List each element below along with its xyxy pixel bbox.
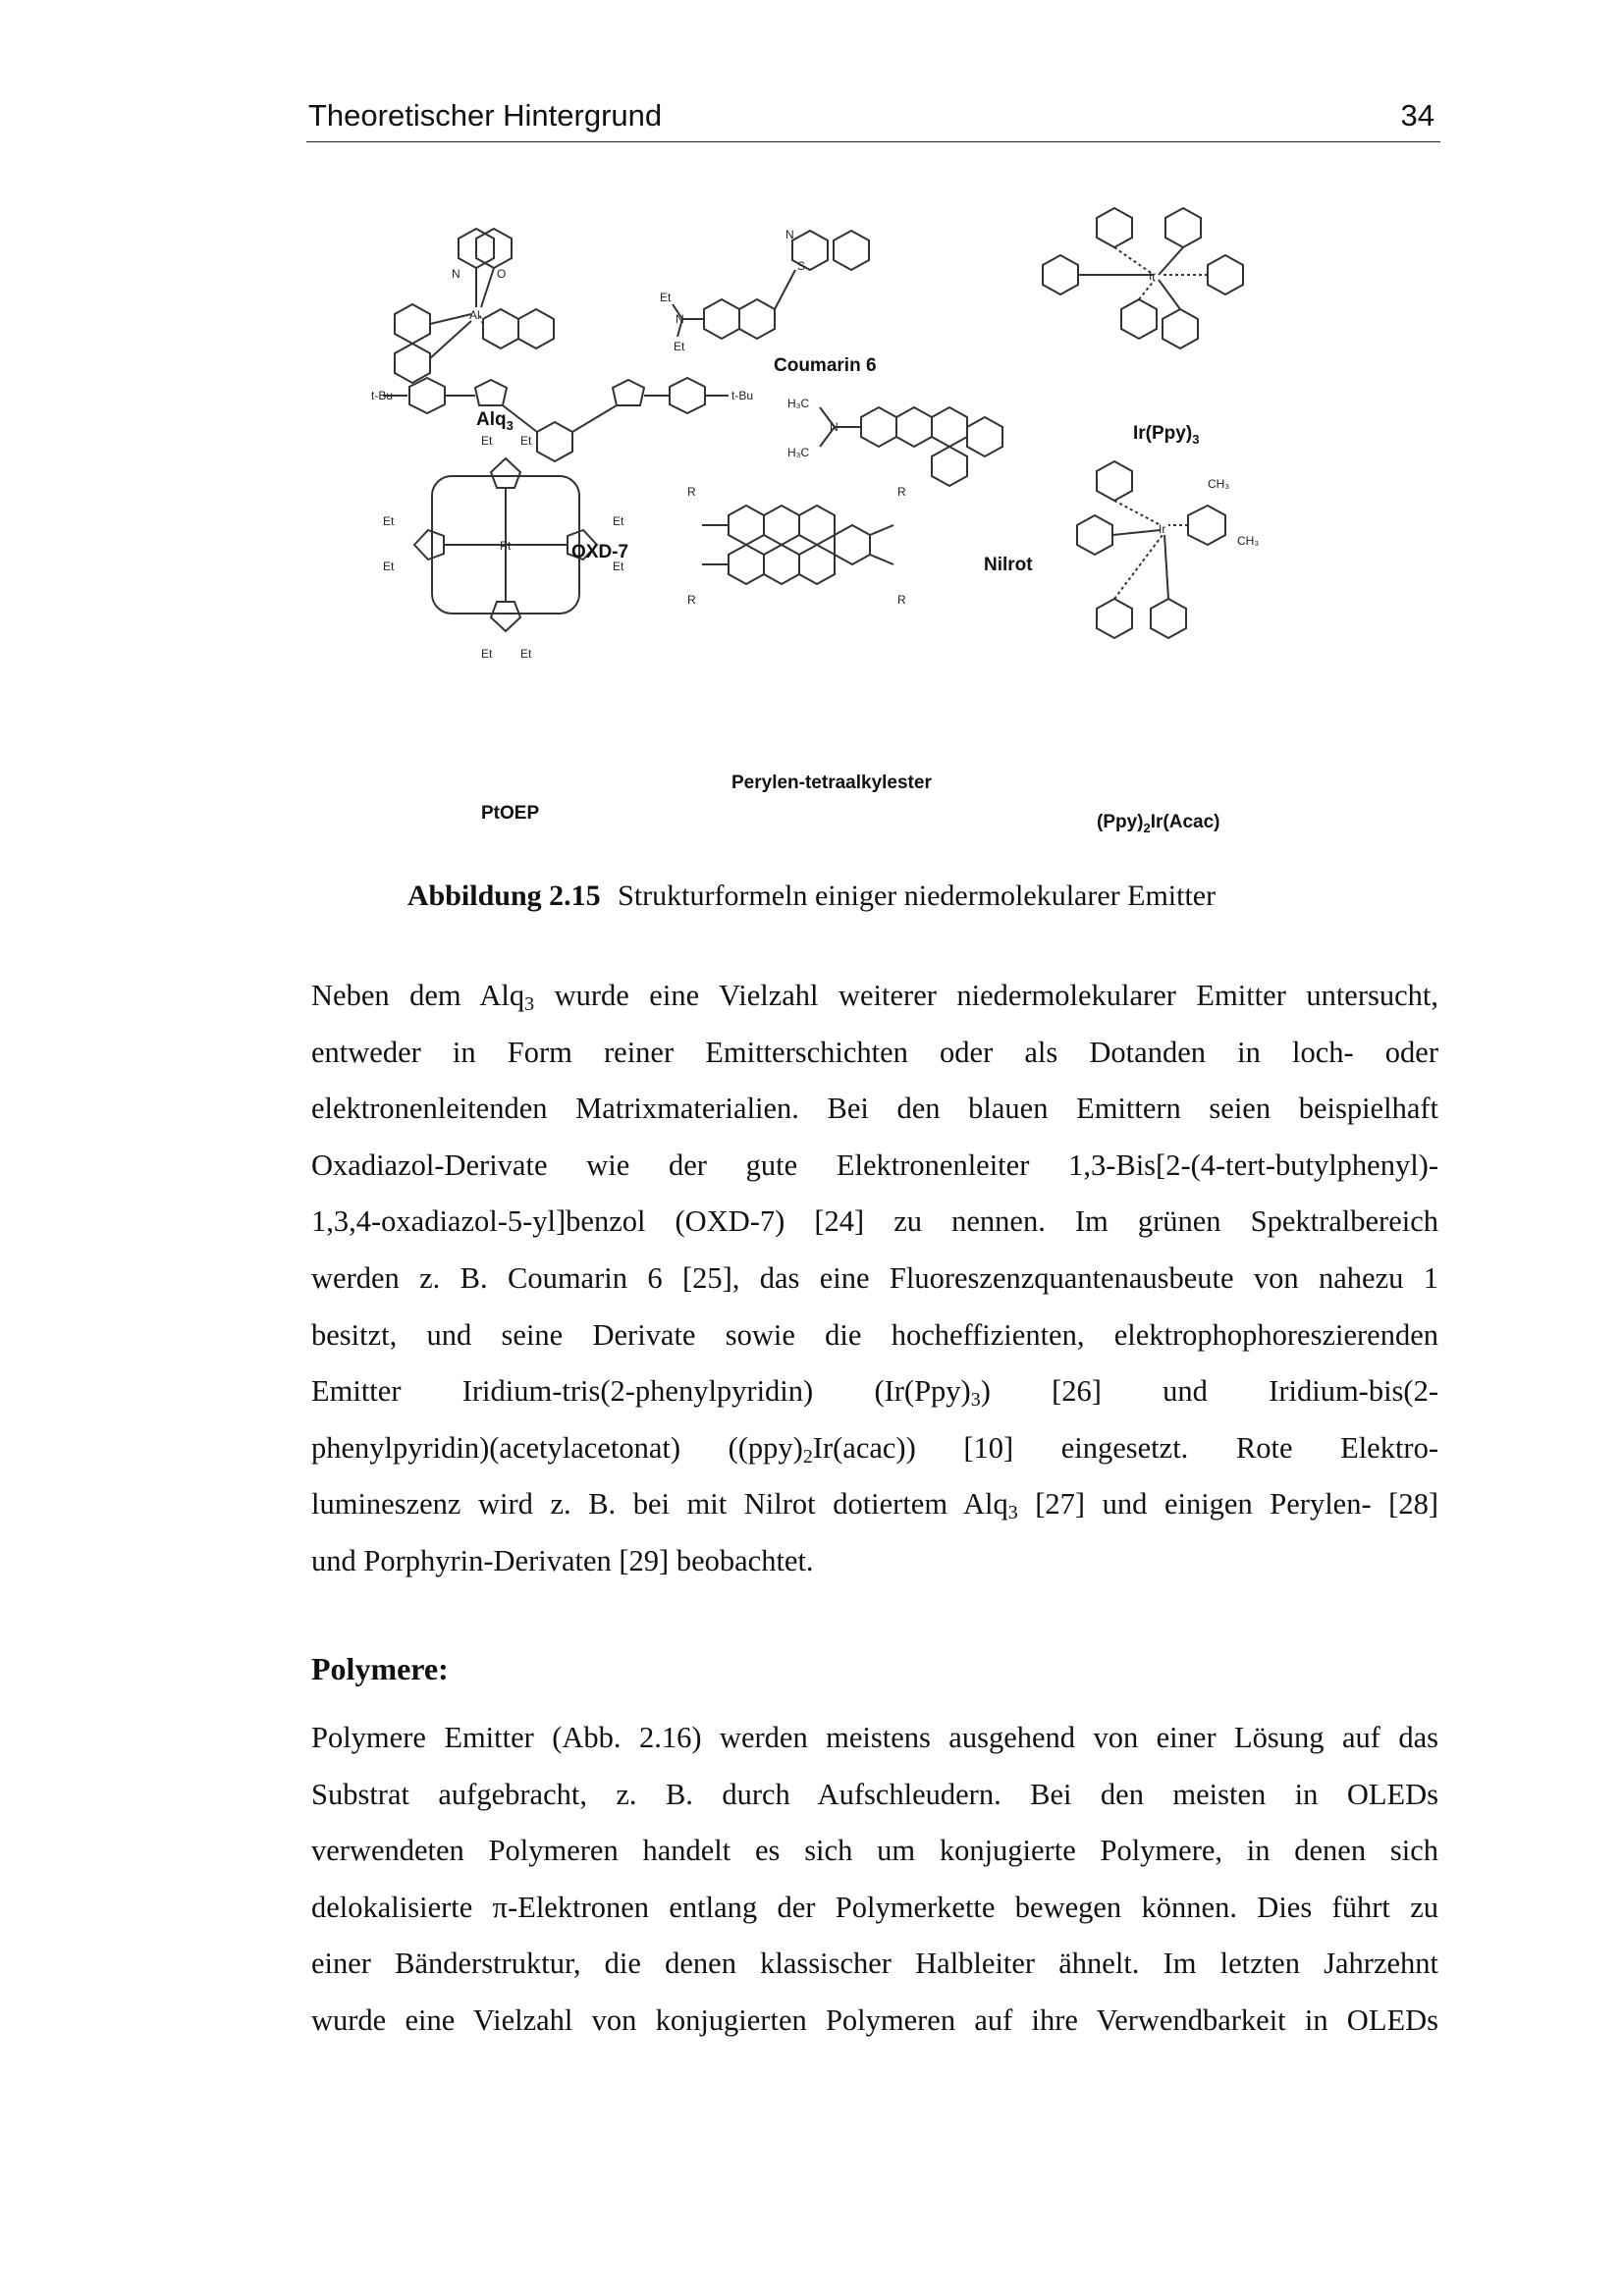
- molecule-drawings: [371, 211, 1316, 839]
- page-number: 34: [1400, 98, 1434, 133]
- nilrot-structure: [787, 397, 1002, 486]
- label-coumarin6: Coumarin 6: [774, 355, 877, 376]
- section-title: Theoretischer Hintergrund: [308, 98, 663, 133]
- svg-text:Et: Et: [383, 560, 395, 573]
- text-line: und Porphyrin-Derivaten [29] beobachtet.: [311, 1543, 814, 1577]
- coumarin6-structure: [660, 228, 869, 353]
- svg-text:N: N: [830, 420, 839, 434]
- label-nilrot: Nilrot: [984, 555, 1033, 575]
- label-perylen: Perylen-tetraalkylester: [731, 773, 932, 793]
- svg-text:Et: Et: [674, 340, 685, 353]
- svg-text:Pt: Pt: [500, 539, 512, 553]
- label-ptoep: PtOEP: [481, 803, 540, 824]
- svg-text:Et: Et: [660, 291, 672, 304]
- svg-text:Ir: Ir: [1149, 269, 1157, 283]
- svg-text:R: R: [897, 593, 906, 607]
- svg-text:Et: Et: [383, 514, 395, 528]
- text-line: Oxadiazol-Derivate wie der gute Elektronenleiter 1,3-Bis[2-(4-tert-butylphenyl)-: [311, 1148, 1438, 1182]
- text-line: einer Bänderstruktur, die denen klassischer Halbleiter ähnelt. Im letzten Jahrzehnt: [311, 1947, 1438, 1981]
- text-line: delokalisierte π-Elektronen entlang der Polymerkette bewegen können. Dies führt zu: [311, 1890, 1438, 1924]
- svg-text:N: N: [785, 228, 794, 241]
- svg-text:Et: Et: [613, 560, 624, 573]
- svg-text:Al: Al: [469, 308, 480, 322]
- alq3-structure: [395, 229, 554, 383]
- svg-text:N: N: [676, 312, 684, 326]
- paragraph-polymers: [311, 1710, 1438, 2050]
- label-alq3: Alq$_3$: [476, 409, 514, 433]
- text-line: verwendeten Polymeren handelt es sich um konjugierte Polymere, in denen sich: [311, 1834, 1438, 1868]
- svg-text:Et: Et: [481, 434, 493, 448]
- label-ppy2iracac: $(Ppy)_2Ir(Acac)$: [1097, 812, 1220, 835]
- section-heading-polymere: Polymere:: [311, 1651, 449, 1686]
- caption-text: Strukturformeln einiger niedermolekularer Emitter: [618, 880, 1217, 912]
- svg-text:CH₃: CH₃: [1237, 534, 1260, 548]
- svg-text:R: R: [687, 593, 696, 607]
- text-line: werden z. B. Coumarin 6 [25], das eine Fluoreszenzquantenausbeute von nahezu 1: [311, 1260, 1438, 1295]
- label-irppy3: $Ir(Ppy)_3$: [1133, 423, 1200, 447]
- text-line: entweder in Form reiner Emitterschichten oder als Dotanden in loch- oder: [311, 1035, 1438, 1069]
- text-line: 1,3,4-oxadiazol-5-yl]benzol (OXD-7) [24] zu nennen. Im grünen Spektralbereich: [311, 1204, 1438, 1239]
- oxd7-structure: [371, 378, 753, 461]
- svg-text:S: S: [797, 259, 806, 273]
- text-line: Polymere Emitter (Abb. 2.16) werden meistens ausgehend von einer Lösung auf das: [311, 1721, 1438, 1754]
- svg-text:t-Bu: t-Bu: [731, 389, 754, 402]
- svg-text:t-Bu: t-Bu: [371, 389, 394, 402]
- svg-text:Et: Et: [481, 647, 493, 661]
- label-oxd7: OXD-7: [571, 542, 629, 562]
- text-line: Substrat aufgebracht, z. B. durch Aufschleudern. Bei den meisten in OLEDs: [311, 1777, 1438, 1811]
- page-header: [306, 98, 1440, 142]
- irppy3-structure: [1043, 208, 1243, 348]
- svg-text:R: R: [897, 485, 906, 499]
- ppy2iracac-structure: [1077, 461, 1259, 638]
- svg-text:H₃C: H₃C: [787, 446, 810, 459]
- svg-text:CH₃: CH₃: [1208, 477, 1230, 491]
- paragraph-emitters: [311, 968, 1438, 1590]
- text-line: elektronenleitenden Matrixmaterialien. Bei den blauen Emittern seien beispielhaft: [311, 1092, 1438, 1126]
- svg-text:Ir: Ir: [1159, 522, 1166, 536]
- text-line: besitzt, und seine Derivate sowie die hocheffizienten, elektrophophoreszierenden: [311, 1317, 1438, 1352]
- text-line: wurde eine Vielzahl von konjugierten Polymeren auf ihre Verwendbarkeit in OLEDs: [311, 2002, 1438, 2037]
- svg-text:H₃C: H₃C: [787, 397, 810, 410]
- svg-text:Et: Et: [613, 514, 624, 528]
- figure-caption: [0, 880, 1623, 913]
- perylen-structure: [687, 485, 906, 607]
- svg-text:R: R: [687, 485, 696, 499]
- svg-text:Et: Et: [520, 647, 532, 661]
- text-line: Neben dem Alq$_3$ wurde eine Vielzahl weiterer niedermolekularer Emitter untersucht,: [311, 979, 1438, 1015]
- text-line: lumineszenz wird z. B. bei mit Nilrot dotiertem Alq$_3$ [27] und einigen Perylen- [28]: [311, 1487, 1438, 1524]
- text-line: phenylpyridin)(acetylacetonat) $((ppy)_2Ir(acac))$ [10] eingesetzt. Rote Elektro-: [311, 1430, 1438, 1468]
- svg-text:N: N: [452, 267, 460, 281]
- figure-structural-formulas: [371, 211, 1316, 839]
- text-line: Emitter Iridium-tris(2-phenylpyridin) $(Ir(Ppy)_3)$ [26] und Iridium-bis(2-: [311, 1374, 1438, 1412]
- svg-text:O: O: [497, 267, 507, 281]
- svg-text:Et: Et: [520, 434, 532, 448]
- caption-number: Abbildung 2.15: [406, 880, 601, 912]
